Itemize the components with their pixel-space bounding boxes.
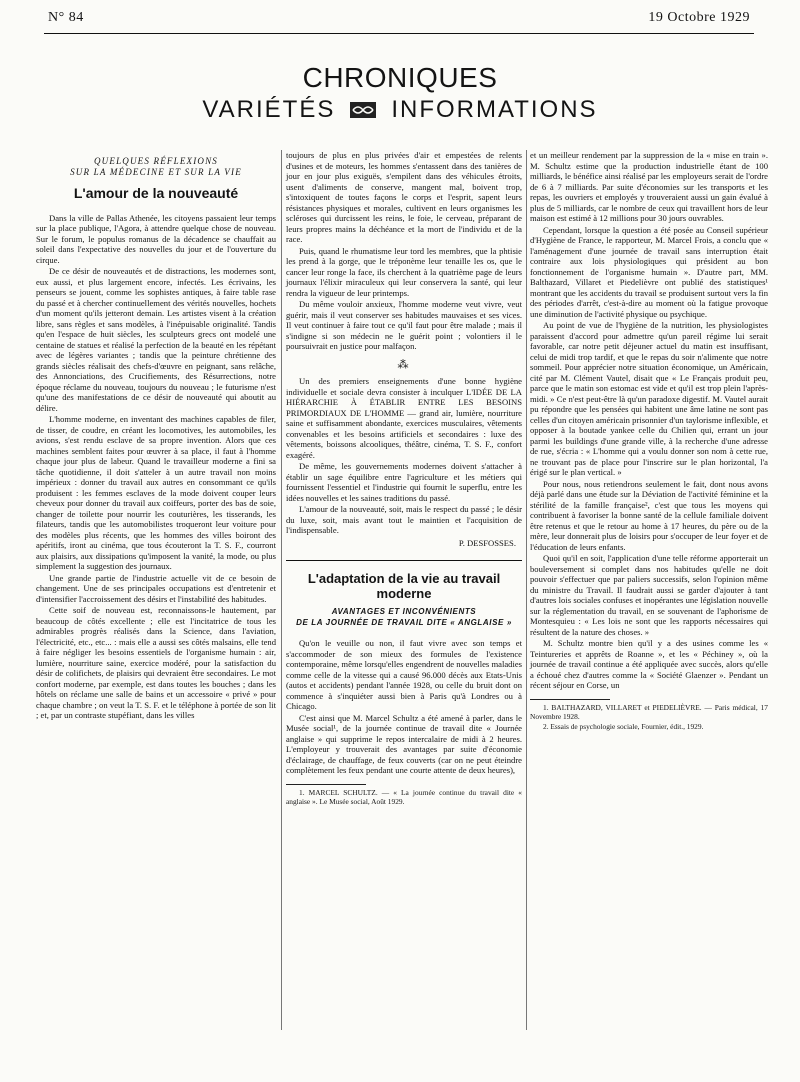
paragraph: Pour nous, nous retiendrons seulement le fait, dont nous avons déjà parlé dans une étude sur la Déviation de l'activité féminine et la stérilité de la famille française², c'est que tous les moyens qui contribuent à favoriser la bonne santé de la cellule familiale doivent être retenus et que le retour au home à 17 heures, du père ou de la mère, leur donnerait plus de loisirs pour s'occuper de leur foyer et de l'éducation de leurs enfants.: [530, 478, 768, 552]
paragraph: Dans la ville de Pallas Athenée, les citoyens passaient leur temps sur la place publique, l'Agora, à attendre quelque chose de nouveau. Sur le forum, le populus romanus de la décadence se chauffait au soleil dans l'expectative des nouvelles du jour et de l'ouverture du cirque.: [36, 212, 276, 265]
masthead-subtitle: [0, 96, 800, 124]
paragraph: Quoi qu'il en soit, l'application d'une telle réforme apporterait un bouleversement si complet dans nos habitudes qu'elle ne doit pouvoir s'effectuer que par paliers successifs, selon l'opinion même du ministre du Travail. Il faudrait aussi se garder d'ajouter à tant d'autres lois sociales confuses et inopérantes une législation nouvelle sur la réglementation du travail, en se souvenant de l'aphorisme de Montesquieu : « Les lois ne sont que les rapports nécessaires qui résultent de la nature des choses. »: [530, 553, 768, 637]
paragraph: C'est ainsi que M. Marcel Schultz a été amené à parler, dans le Musée social¹, de la journée continue de travail dite « Journée anglaise » qui supprime le repos intercalaire de midi à 2 heures. L'employeur y trouverait des avantages par suite d'économie d'éclairage, de chauffage, de feux couverts (car on ne peut éteindre complètement les feux pendant une courte attente de deux heures),: [286, 712, 522, 775]
footnote: 1. BALTHAZARD, VILLARET et PIEDELIÈVRE. — Paris médical, 17 Novembre 1928.: [530, 702, 768, 721]
article-kicker: [36, 156, 276, 178]
column-rule: [281, 150, 282, 1030]
masthead-informations: INFORMATIONS: [391, 96, 598, 123]
kicker-line: QUELQUES RÉFLEXIONS: [93, 156, 219, 166]
masthead-varietes: VARIÉTÉS: [202, 96, 336, 123]
section-separator: ⁂: [397, 358, 411, 371]
paragraph: De même, les gouvernements modernes doivent s'attacher à établir un sage équilibre entre l'agriculture et les métiers qui fournissent l'essentiel et l'industrie qui fournit le superflu, entre les idées nouvelles et les saines traditions du passé.: [286, 461, 522, 503]
paragraph: Cette soif de nouveau est, reconnaissons-le hautement, par beaucoup de côtés excellente ; elle est l'incitatrice de tous les admirables progrès réalisés dans la Science, dans l'aviation, l'électricité, etc., etc... : mais elle a aussi ses côtés malsains, elle tend à faire négliger les besoins essentiels de l'organisme humain : air, lumière, nourriture saine, exercice modéré, pour la satisfaction du désir de colifichets, de plaisirs qui devraient être secondaires. Le mot confort moderne, par exemple, est dans toutes les bouches ; dans les hôtels on réclame une salle de bains et un accessoire « privé » pour chaque chambre ; on veut la T. S. F. et le téléphone à portée de son lit ; et, par un contraste stupéfiant, dans les villes: [36, 605, 276, 720]
article-subtitle: AVANTAGES ET INCONVÉNIENTS: [331, 607, 477, 616]
issue-date: 19 Octobre 1929: [648, 10, 750, 25]
paragraph: L'homme moderne, en inventant des machines capables de filer, de tisser, de coudre, en créant les locomotives, les automobiles, les avions, s'est rendu esclave de sa propre invention. Alors que ces machines semblent faites pour œuvrer à sa place, il faut à l'homme chaque jour plus de labeur. Quand le travailleur moderne a fini sa tâche quotidienne, il doit s'atteler à un autre travail non moins impérieux : donner du travail aux autres en consommant ce qu'ils produisent : les femmes esclaves de la mode doivent couper leurs cheveux pour donner du travail aux coiffeurs, porter des bas de soie, changer de toilette pour nourrir les couturières, les tisserands, les filateurs, tandis que les automobilistes troqueront leur voiture pour des modèles plus récents, que les hommes des villes boiront des apéritifs, iront au cinéma, que tous écouteront la T. S. F., courront aux plaisirs, aux dissipations qu'imposent la vanité, la mode, ou plus simplement la suggestion des journaux.: [36, 414, 276, 571]
kicker-line: SUR LA MÉDECINE ET SUR LA VIE: [70, 167, 242, 177]
paragraph: L'amour de la nouveauté, soit, mais le respect du passé ; le désir du luxe, soit, mais avant tout le maintien et l'acquisition de l'indispensable.: [286, 504, 522, 535]
paragraph: Une grande partie de l'industrie actuelle vit de ce besoin de changement. Une de ses principales occupations est d'entretenir et d'intensifier l'accroissement des désirs et l'instabilité des habitudes.: [36, 572, 276, 604]
paragraph: Cependant, lorsque la question a été posée au Conseil supérieur d'Hygiène de France, le rapporteur, M. Marcel Frois, a conclu que « l'aménagement d'une journée de travail sans interruption était contraire aux lois physiologiques qui président au bon fonctionnement de l'organisme humain ». D'autre part, MM. Balthazard, Villaret et Piedelièvre ont publié des statistiques¹ montrant que les accidents du travail se produisent surtout vers la fin des périodes d'arrêt, c'est-à-dire au moment où la fatigue provoque une diminution de l'activité physique ou psychique.: [530, 224, 768, 319]
paragraph: toujours de plus en plus privées d'air et empestées de relents d'usines et de moteurs, les hommes s'entassent dans des tanières de jour en jour plus exiguës, s'empilent dans des véhicules étroits, usent d'aliments de conserve, mangent mal, boivent trop, s'intoxiquent de toutes façons le corps et l'esprit, sapent leurs résistances physiques et morales, cultivent en leurs organismes les scléroses qui durcissent les reins, le foie, le cerveau, préparant de leurs propres mains la déchéance et la mort de l'individu et de la race.: [286, 150, 522, 244]
paragraph: Puis, quand le rhumatisme leur tord les membres, que la phtisie les prend à la gorge, que le tréponème leur tenaille les os, que le cancer leur ronge la face, ils cherchent à la quatrième page de leurs journaux l'élixir miraculeux qui leur conservera la santé, qui leur rendra la vigueur de leur printemps.: [286, 245, 522, 298]
masthead-title: CHRONIQUES: [302, 62, 498, 93]
paragraph: De ce désir de nouveautés et de distractions, les modernes sont, eux aussi, et plus largement encore, infectés. Les écrivains, les penseurs se jouent, comme les sophistes antiques, à faire table rase du passé et à chercher continuellement des vérités nouvelles, hochets d'un moment qu'ils jetteront demain. Les artistes visent à la création libre, sans règles et sans modèles, à l'inépuisable originalité. Tandis qu'en l'espace de huit siècles, les sculpteurs grecs ont modelé une centaine de statues et réalisé la perfection de la beauté en les répétant avec de légères variantes ; tandis que la peinture chrétienne des grands siècles réalisait des chefs-d'œuvre en peignant, sans relâche, des Annonciations, des Crucifiements, des Résurrections, notre époque réclame du nouveau, toujours du nouveau ; le futurisme n'est qu'une des manifestations de ce désir de nouveauté qui aboutit au délire.: [36, 266, 276, 413]
column-1: [36, 150, 276, 722]
column-2: [286, 150, 522, 807]
header-rule: [44, 33, 754, 34]
paragraph: M. Schultz montre bien qu'il y a des usines comme les « Teintureries et apprêts de Roanne », et les « Péchiney », où la journée de travail continue a été appliquée avec succès, alors qu'elle a échoué chez d'autres comme la « Société Glaenzer ». Pendant un récent séjour en Corse, un: [530, 638, 768, 690]
article-signature: P. DESFOSSES.: [458, 537, 516, 548]
column-rule: [526, 150, 527, 1030]
ornament-icon: [349, 100, 377, 120]
article-separator-rule: [286, 560, 522, 561]
paragraph: Au point de vue de l'hygiène de la nutrition, les physiologistes paraissent d'accord pour admettre qu'un pareil régime lui serait favorable, car notre petit déjeuner actuel du matin est insuffisant, celui de midi trop tardif, et que le repas du soir n'alimente que notre sommeil. Pour apprécier notre situation économique, un Américain, cité par M. Clément Vautel, disait que « Le Français produit peu, parce que le matin son estomac est vide et qu'il est trop plein l'après-midi. » Ce n'est peut-être là qu'un paradoxe digestif. M. Vautel aurait pu répondre que les pensées qui habitent une âme latine ne sont pas celles d'un citoyen américain prisonnier d'un taylorisme inflexible, et opposer à la boutade yankee celle du Chilien qui, errant un jour parmi les buildings d'une grande ville, à la recherche d'une adresse de rue, s'écria : « L'homme qui a voulu donner son nom à cette rue, ne trouvant pas de place pour l'inscrire sur le plan horizontal, l'a érigé sur le plan vertical. »: [530, 320, 768, 477]
column-3: [530, 150, 768, 732]
footnote-rule: [286, 784, 366, 785]
article-subtitle: DE LA JOURNÉE DE TRAVAIL DITE « ANGLAISE »: [296, 618, 512, 627]
paragraph: et un meilleur rendement par la suppression de la « mise en train ». M. Schultz estime que la production industrielle étant de 100 milliards, le bénéfice ainsi réalisé par les employeurs serait de l'ordre de 6 à 7 milliards. Par suite d'économies sur les transports et les repas, les ouvriers et employés y trouveraient aussi un gain évalué à plus de 5 milliards, car le nombre de ceux qui travaillent hors de leur maison est estimé à 12 millions pour 30 jours ouvrables.: [530, 150, 768, 223]
article-title: L'amour de la nouveauté: [73, 185, 239, 201]
article-title: L'adaptation de la vie au travail moderne: [307, 571, 501, 601]
paragraph: Qu'on le veuille ou non, il faut vivre avec son temps et s'accommoder de son mieux des formules de l'existence contemporaine, même lorsqu'elles engendrent de nouvelles maladies comme celle de la vitesse qui a causé 96.000 décès aux Etats-Unis (autos et accidents) pendant l'année 1928, ou celle du bruit dont on commence à s'inquiéter aussi bien à Paris qu'à Londres ou à Chicago.: [286, 638, 522, 711]
footnote: 1. MARCEL SCHULTZ. — « La journée continue du travail dite « anglaise ». Le Musée social, Août 1929.: [286, 787, 522, 806]
paragraph: Un des premiers enseignements d'une bonne hygiène individuelle et sociale devra consister à inculquer L'IDÉE DE LA HIÉRARCHIE À ÉTABLIR ENTRE LES BESOINS PRIMORDIAUX DE L'HOMME — grand air, lumière, nourriture saine et suffisamment abondante, exercices musculaires, vêtements convenables et les besoins artificiels et secondaires : luxe des vêtements, boissons alcooliques, théâtre, cinéma, T. S. F., confort exagéré.: [286, 376, 522, 460]
footnote: 2. Essais de psychologie sociale, Fournier, édit., 1929.: [543, 721, 704, 731]
page-number: N° 84: [48, 10, 84, 25]
paragraph: Du même vouloir anxieux, l'homme moderne veut vivre, veut guérir, mais il veut conserver ses habitudes mauvaises et ses vices. Il veut continuer à faire tout ce qu'il faut pour être malade ; mais il s'indigne si son médecin ne le guérit point ; volontiers il le poursuivrait en justice pour malfaçon.: [286, 299, 522, 351]
footnote-rule: [530, 699, 610, 700]
